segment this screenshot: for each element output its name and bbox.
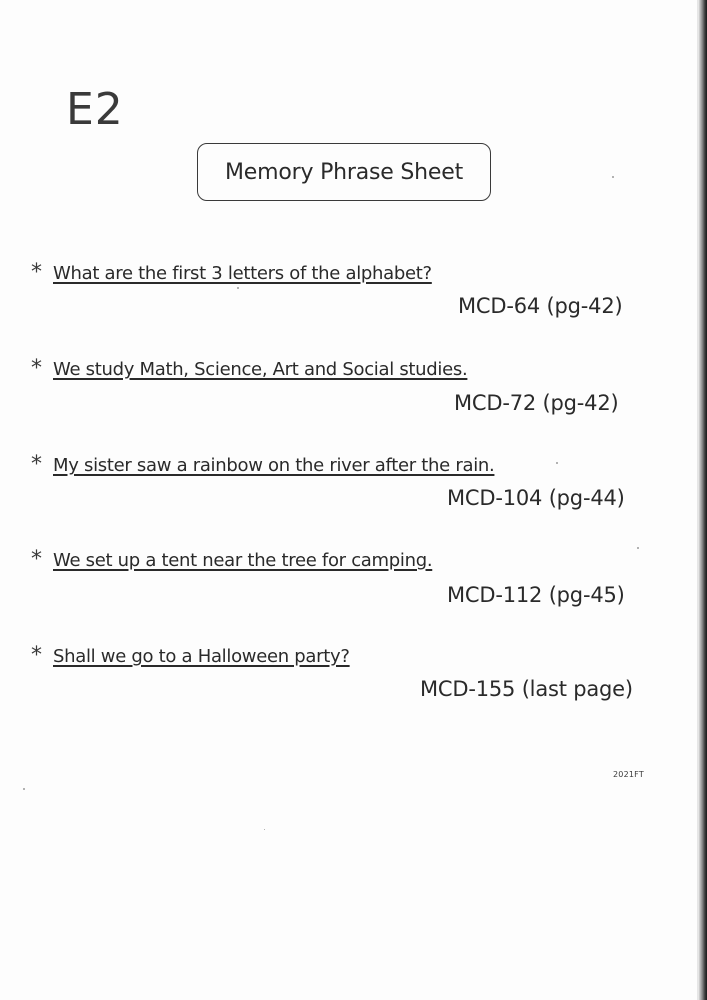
phrase-item	[31, 454, 494, 476]
asterisk-icon: *	[31, 356, 42, 381]
asterisk-icon: *	[31, 452, 42, 477]
title-box	[197, 143, 491, 201]
phrase-item	[31, 358, 467, 380]
scan-speck	[612, 176, 614, 178]
phrase-item	[31, 262, 432, 284]
phrase-text: My sister saw a rainbow on the river after the rain.	[53, 455, 495, 476]
page-title: Memory Phrase Sheet	[225, 159, 463, 185]
scan-speck	[264, 829, 265, 830]
level-label: E2	[66, 84, 124, 135]
footer-code: 2021FT	[613, 770, 644, 779]
scan-speck	[23, 788, 25, 790]
phrase-reference: MCD-72 (pg-42)	[454, 391, 619, 415]
phrase-item	[31, 645, 350, 667]
phrase-reference: MCD-104 (pg-44)	[447, 486, 625, 510]
phrase-text: Shall we go to a Halloween party?	[53, 646, 350, 667]
phrase-text: We set up a tent near the tree for camping.	[53, 550, 433, 571]
phrase-reference: MCD-64 (pg-42)	[458, 294, 623, 318]
scan-speck	[237, 287, 239, 289]
asterisk-icon: *	[31, 643, 42, 668]
asterisk-icon: *	[31, 260, 42, 285]
phrase-item	[31, 549, 432, 571]
scan-edge-shadow	[699, 0, 707, 1000]
scan-speck	[637, 547, 639, 549]
phrase-reference: MCD-112 (pg-45)	[447, 583, 625, 607]
phrase-text: We study Math, Science, Art and Social studies.	[53, 359, 468, 380]
phrase-text: What are the first 3 letters of the alphabet?	[53, 263, 432, 284]
asterisk-icon: *	[31, 547, 42, 572]
scan-speck	[556, 462, 558, 464]
phrase-reference: MCD-155 (last page)	[420, 677, 633, 701]
